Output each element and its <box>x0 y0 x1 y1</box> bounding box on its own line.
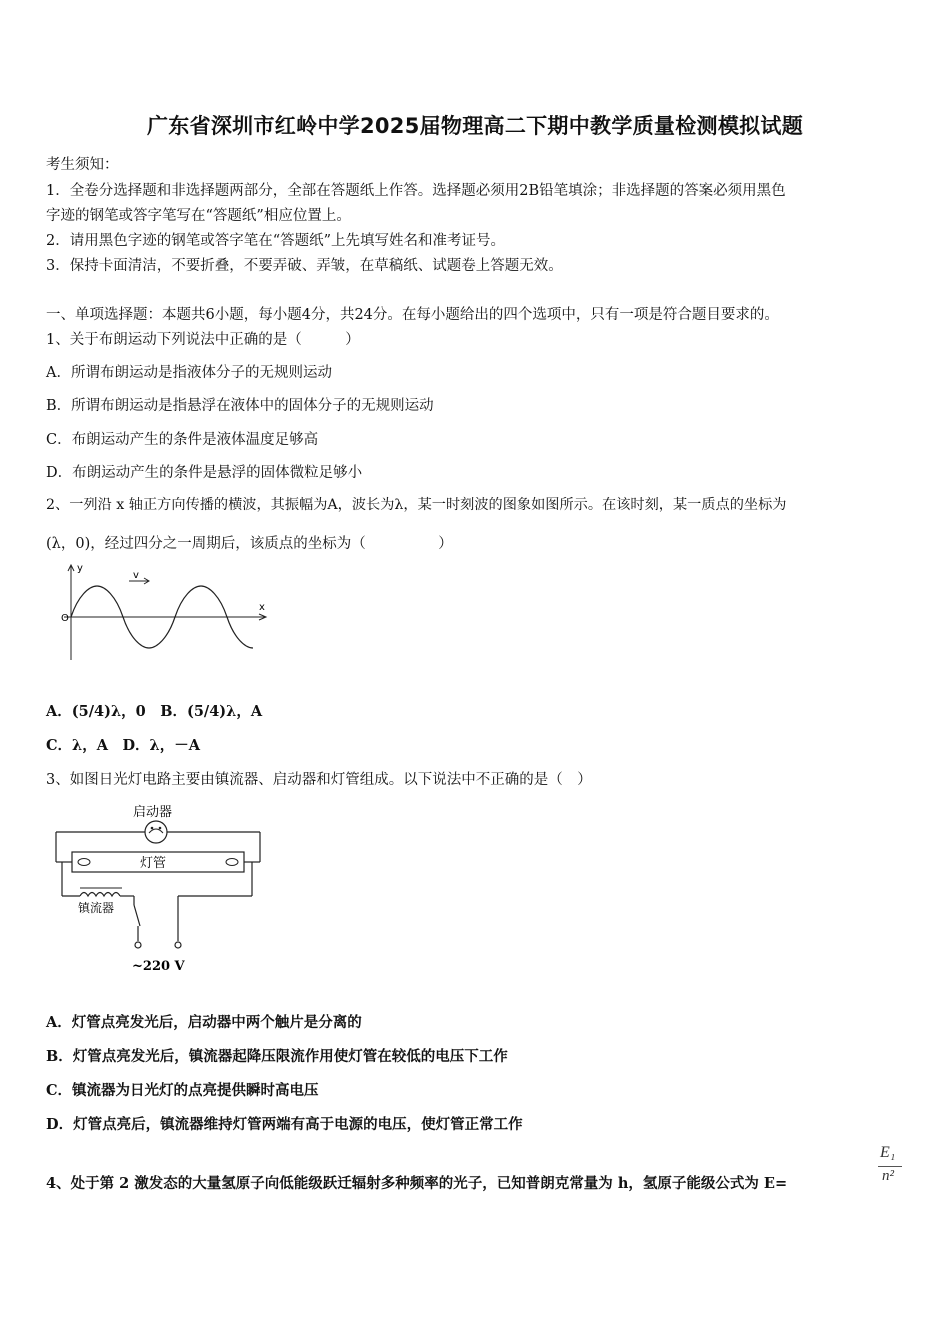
wave-figure <box>56 560 276 664</box>
question-4-stem: 4、处于第 2 激发态的大量氢原子向低能级跃迁辐射多种频率的光子，已知普朗克常量为 h，氢原子能级公式为 E= <box>46 1175 788 1192</box>
notice-item-2: 2．请用黑色字迹的钢笔或答字笔在“答题纸”上先填写姓名和准考证号。 <box>46 233 506 249</box>
notice-item-1: 1．全卷分选择题和非选择题两部分，全部在答题纸上作答。选择题必须用2B铅笔填涂；非选择题的答案必须用黑色 <box>46 183 786 199</box>
section-heading: 一、单项选择题：本题共6小题，每小题4分，共24分。在每小题给出的四个选项中，只有一项是符合题目要求的。 <box>46 307 779 323</box>
question-1-stem: 1、关于布朗运动下列说法中正确的是（ ） <box>46 332 360 348</box>
question-3-option-b: B．灯管点亮发光后，镇流器起降压限流作用使灯管在较低的电压下工作 <box>46 1048 508 1065</box>
question-2-options-cd: C．λ，A D．λ，－A <box>46 737 200 754</box>
page-title: 广东省深圳市红岭中学2025届物理高二下期中教学质量检测模拟试题 <box>146 114 804 138</box>
question-3-option-c: C．镇流器为日光灯的点亮提供瞬时高电压 <box>46 1082 319 1099</box>
terminal-left <box>135 942 141 948</box>
question-3-option-a: A．灯管点亮发光后，启动器中两个触片是分离的 <box>46 1014 362 1031</box>
starter-symbol <box>145 821 167 843</box>
question-2-stem-line2: (λ，0)，经过四分之一周期后，该质点的坐标为（ ） <box>46 536 453 552</box>
terminal-right <box>175 942 181 948</box>
tube-filament-left <box>78 859 90 866</box>
circuit-figure <box>50 800 270 980</box>
starter-contact <box>149 829 163 833</box>
switch-blade <box>134 905 140 926</box>
velocity-label: v <box>133 570 139 581</box>
tube-label: 灯管 <box>140 856 167 871</box>
ballast-label: 镇流器 <box>78 901 115 915</box>
notice-heading: 考生须知： <box>46 157 119 173</box>
question-1-option-c: C．布朗运动产生的条件是液体温度足够高 <box>46 432 319 448</box>
starter-dot-2 <box>159 827 162 830</box>
starter-label: 启动器 <box>133 805 173 820</box>
notice-item-1-cont: 字迹的钢笔或答字笔写在“答题纸”相应位置上。 <box>46 208 351 224</box>
x-axis-label: x <box>259 602 265 613</box>
origin-label: O <box>61 613 69 624</box>
starter-dot-1 <box>151 827 154 830</box>
question-1-option-d: D．布朗运动产生的条件是悬浮的固体微粒足够小 <box>46 465 363 481</box>
voltage-label: ~220 V <box>132 959 185 974</box>
question-2-stem-line1: 2、一列沿 x 轴正方向传播的横波，其振幅为A，波长为λ，某一时刻波的图象如图所示。在该时刻，某一质点的坐标为 <box>46 497 787 513</box>
notice-item-3: 3．保持卡面清洁，不要折叠，不要弄破、弄皱，在草稿纸、试题卷上答题无效。 <box>46 258 563 274</box>
y-axis-label: y <box>77 563 83 574</box>
question-2-options-ab: A．(5/4)λ，0 B．(5/4)λ，A <box>46 703 263 720</box>
ballast-coil <box>80 893 120 897</box>
question-1-option-b: B．所谓布朗运动是指悬浮在液体中的固体分子的无规则运动 <box>46 398 434 414</box>
question-3-option-d: D．灯管点亮后，镇流器维持灯管两端有高于电源的电压，使灯管正常工作 <box>46 1116 523 1133</box>
question-1-option-a: A．所谓布朗运动是指液体分子的无规则运动 <box>46 365 332 381</box>
question-3-stem: 3、如图日光灯电路主要由镇流器、启动器和灯管组成。以下说法中不正确的是（ ） <box>46 772 592 788</box>
formula-fraction-bar <box>878 1166 902 1167</box>
formula-denominator: n² <box>882 1168 894 1184</box>
tube-filament-right <box>226 859 238 866</box>
formula-numerator: E₁ <box>880 1144 896 1161</box>
